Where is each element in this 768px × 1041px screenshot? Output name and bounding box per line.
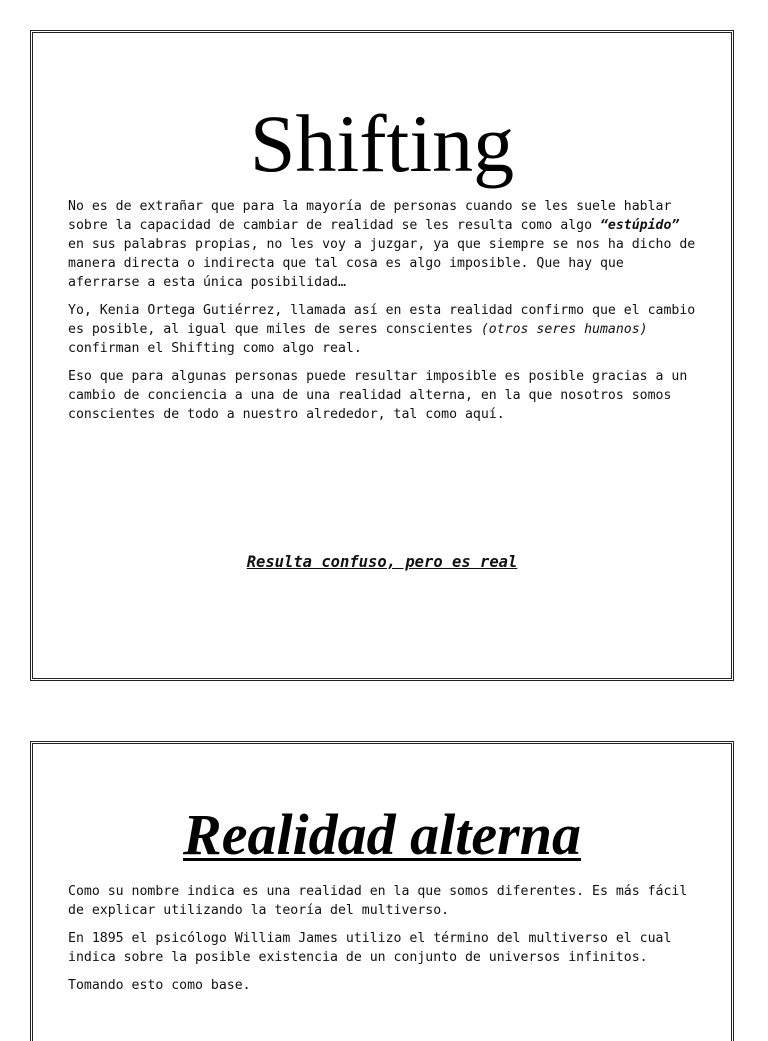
emphasis-estupido: “estúpido” xyxy=(599,218,680,233)
paragraph-1-text-a: No es de extrañar que para la mayoría de personas cuando se les suele hablar sobre la capacidad de cambiar de realidad se les resulta como algo xyxy=(68,199,672,233)
paragraph-3: Tomando esto como base. xyxy=(68,978,251,993)
emphasis-otros-seres: (otros seres humanos) xyxy=(480,322,648,337)
paragraph-1: Como su nombre indica es una realidad en la que somos diferentes. Es más fácil de explicar utilizando la teoría del multiverso. xyxy=(68,884,688,918)
page-title: Shifting xyxy=(249,98,515,189)
paragraph-1 xyxy=(68,197,697,292)
closing-statement: Resulta confuso, pero es real xyxy=(246,553,518,571)
paragraph-3: Eso que para algunas personas puede resultar imposible es posible gracias a un cambio de conciencia a una de una realidad alterna, en la que nosotros somos conscientes de todo a nuestro alrededor, tal como aquí. xyxy=(68,369,688,422)
paragraph-2-text-c: confirman el Shifting como algo real. xyxy=(68,341,362,356)
section-title: Realidad alterna xyxy=(183,802,581,867)
paragraph-2 xyxy=(68,301,697,358)
paragraph-2-text-a: Yo, Kenia Ortega Gutiérrez, llamada así en esta realidad confirmo que el cambio es posible, al igual que miles de seres conscientes xyxy=(68,303,696,337)
body-text xyxy=(68,882,697,995)
body-text xyxy=(68,197,697,424)
paragraph-1-text-c: en sus palabras propias, no les voy a juzgar, ya que siempre se nos ha dicho de manera directa o indirecta que tal cosa es algo imposible. Que hay que aferrarse a esta única posibilidad… xyxy=(68,237,696,290)
page-panel-realidad-alterna xyxy=(30,741,734,1041)
paragraph-2: En 1895 el psicólogo William James utilizo el término del multiverso el cual indica sobre la posible existencia de un conjunto de universos infinitos. xyxy=(68,931,672,965)
page-panel-shifting xyxy=(30,30,734,681)
